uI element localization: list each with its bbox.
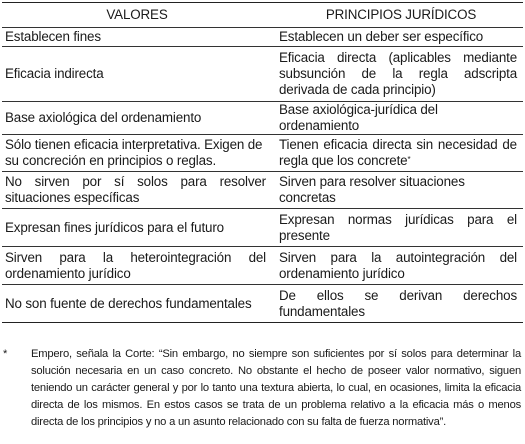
cell-principios: De ellos se derivan derechos fundamentales [272,285,523,323]
cell-principios [272,135,523,172]
footnote-marker: * [407,155,411,164]
table-row [2,247,523,285]
table-row [2,172,523,209]
cell-principios: Establecen un deber ser específico [272,28,523,47]
cell-valores: Expresan fines jurídicos para el futuro [2,209,272,247]
table-row [2,135,523,172]
cell-valores: Sirven para la heterointegración del ordenamiento jurídico [2,247,272,285]
column-header-principios: PRINCIPIOS JURÍDICOS [272,3,523,28]
footnote-mark: * [3,348,8,360]
table-row [2,285,523,323]
footnote-text: Empero, señala la Corte: “Sin embargo, no siempre son suficientes por sí solos para determinar la solución necesaria en un caso concreto. No obstante el hecho de poseer valor normativo, siguen teniendo un carácter general y por lo tanto una textura abierta, lo cual, en ocasiones, limita la eficacia directa de los mismos. En estos casos se trata de un problema relativo a la eficacia más o menos directa de los principios y no a un asunto relacionado con su falta de fuerza normativa”. [31,348,521,428]
cell-principios: Sirven para resolver situaciones concretas [272,172,523,209]
cell-valores: No son fuente de derechos fundamentales [2,285,272,323]
cell-principios: Eficacia directa (aplicables mediante subsunción de la regla adscripta derivada de cada principio) [272,47,523,102]
cell-valores: Sólo tienen eficacia interpretativa. Exigen de su concreción en principios o reglas. [2,135,272,172]
cell-valores: No sirven por sí solos para resolver situaciones específicas [2,172,272,209]
footnote [3,346,521,431]
table-header-row [2,3,523,28]
cell-principios: Sirven para la autointegración del ordenamiento jurídico [272,247,523,285]
cell-principios: Expresan normas jurídicas para el presente [272,209,523,247]
cell-principios-text: Tienen eficacia directa sin necesidad de regla que los concrete [279,137,517,168]
cell-valores: Base axiológica del ordenamiento [2,102,272,135]
table-row [2,102,523,135]
comparison-table [2,2,523,323]
column-header-valores: VALORES [2,3,272,28]
cell-valores: Eficacia indirecta [2,47,272,102]
cell-principios: Base axiológica-jurídica del ordenamiento [272,102,523,135]
table-row [2,209,523,247]
table-row [2,47,523,102]
table-row [2,28,523,47]
cell-valores: Establecen fines [2,28,272,47]
